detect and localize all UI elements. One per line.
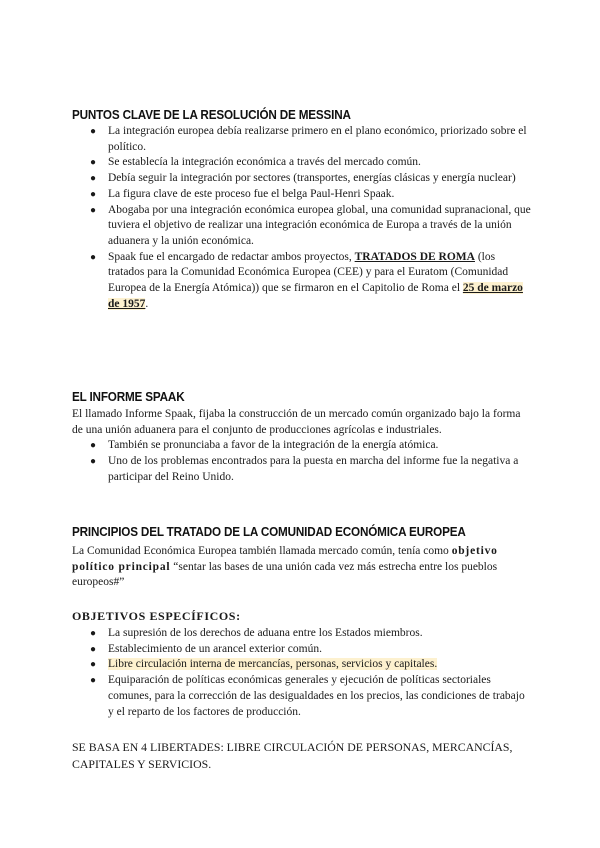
bullet-icon: ● [90,173,97,185]
list-item-text: La integración europea debía realizarse primero en el plano económico, priorizado sobre el político. [108,125,527,153]
list-item-text: Establecimiento de un arancel exterior común. [108,642,322,655]
cee-paragraph-text: La Comunidad Económica Europea también llamada mercado común, tenía como [72,545,452,557]
list-item [72,171,532,187]
bullet-icon: ● [90,440,97,452]
list-item-text: La figura clave de este proceso fue el belga Paul-Henri Spaak. [108,187,395,200]
spaak-paragraph: El llamado Informe Spaak, fijaba la construcción de un mercado común organizado bajo la forma de una unión aduanera para el conjunto de producciones agrícolas e industriales. [72,408,521,436]
section-heading-spaak: EL INFORME SPAAK [72,389,185,404]
bullet-icon: ● [90,675,97,687]
list-item-text: (los tratados para la Comunidad Económica Europea (CEE) y para el Euratom (Comunidad Europea de la Energía Atómica)) que se firmaron en el Capitolio de Roma el [108,250,509,295]
section-heading-messina: PUNTOS CLAVE DE LA RESOLUCIÓN DE MESSINA [72,107,351,122]
bullet-icon: ● [90,628,97,639]
list-item [72,454,532,485]
cee-paragraph [72,544,532,591]
list-item [72,203,532,250]
list-item [72,250,532,313]
objetivos-list [72,626,532,720]
bullet-icon: ● [90,126,97,137]
list-item [72,642,532,658]
messina-list [72,124,532,312]
bullet-icon: ● [90,157,97,169]
bullet-icon: ● [90,643,97,655]
list-item-text: Spaak fue el encargado de redactar ambos proyectos, [108,250,355,263]
list-item-text: Abogaba por una integración económica europea global, una comunidad supranacional, que tuviera el objetivo de realizar una integración económica de Europa a través de la unión aduanera y la unión económica. [108,203,531,247]
objetivos-block [72,626,532,720]
spaak-list [72,438,532,485]
bullet-icon: ● [90,188,97,200]
list-item [72,124,532,155]
objetivo-emphasis: objetivo político principal [72,545,498,573]
list-item [72,187,532,203]
list-item-text: También se pronunciaba a favor de la integración de la energía atómica. [108,439,439,452]
tratados-de-roma-emphasis: TRATADOS DE ROMA [354,250,475,263]
cee-paragraph-text: “sentar las bases de una unión cada vez más estrecha entre los pueblos europeos#” [72,560,498,589]
cee-intro-block [72,544,532,591]
list-item-text: La supresión de los derechos de aduana entre los Estados miembros. [108,627,423,639]
list-item [72,438,532,454]
list-item [72,657,532,673]
list-item-text: . [145,297,149,310]
messina-list-block [72,124,532,312]
closing-statement: SE BASA EN 4 LIBERTADES: LIBRE CIRCULACIÓN DE PERSONAS, MERCANCÍAS, CAPITALES Y SERVICIOS. [72,740,513,771]
list-item-text: Debía seguir la integración por sectores (transportes, energías clásicas y energía nuclear) [108,172,516,185]
list-item [72,626,532,642]
highlighted-item-text: Libre circulación interna de mercancías, personas, servicios y capitales. [108,658,438,671]
bullet-icon: ● [90,251,97,263]
treaty-date-highlight: 25 de marzo de 1957 [108,282,523,310]
objetivos-subheading: OBJETIVOS ESPECÍFICOS: [72,609,241,623]
bullet-icon: ● [90,659,97,671]
list-item-text: Se establecía la integración económica a través del mercado común. [108,156,421,169]
section-heading-cee: PRINCIPIOS DEL TRATADO DE LA COMUNIDAD ECONÓMICA EUROPEA [72,524,466,539]
spaak-block [72,407,532,486]
bullet-icon: ● [90,456,97,468]
list-item [72,155,532,171]
bullet-icon: ● [90,204,97,216]
list-item-text: Uno de los problemas encontrados para la puesta en marcha del informe fue la negativa a participar del Reino Unido. [108,455,519,483]
list-item-text: Equiparación de políticas económicas generales y ejecución de políticas sectoriales comunes, para la corrección de las desigualdades en los precios, las condiciones de trabajo y el reparto de los factores de producción. [108,674,525,718]
list-item [72,673,532,720]
